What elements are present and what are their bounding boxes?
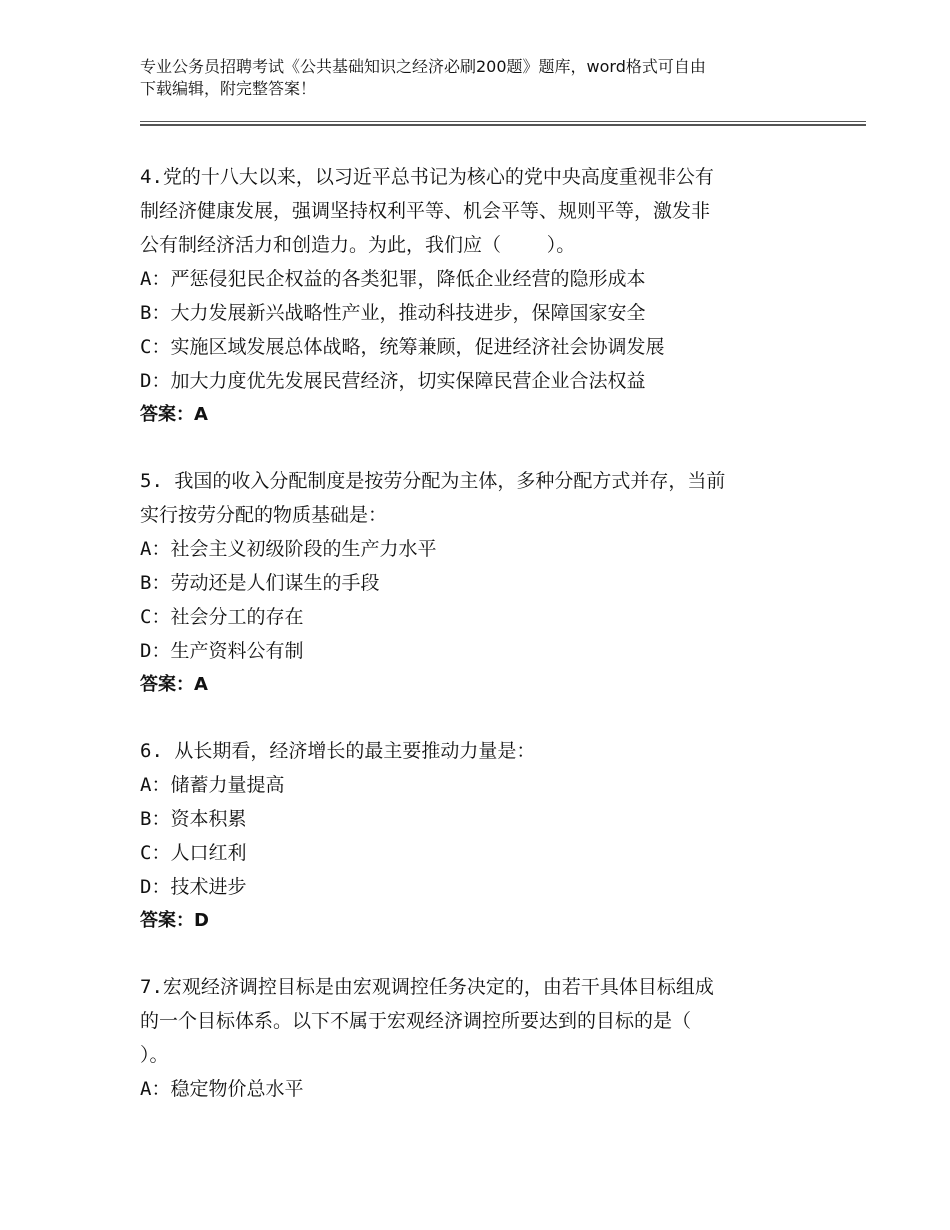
answer-line: 答案：A bbox=[140, 674, 208, 695]
question-5 bbox=[140, 464, 820, 702]
header-line-1: 专业公务员招聘考试《公共基础知识之经济必刷200题》题库，word格式可自由 bbox=[140, 57, 706, 76]
answer-line: 答案：D bbox=[140, 910, 209, 931]
answer-line: 答案：A bbox=[140, 404, 208, 425]
question-stem-line: 制经济健康发展，强调坚持权利平等、机会平等、规则平等，激发非 bbox=[140, 200, 711, 222]
option-c: C：人口红利 bbox=[140, 842, 247, 864]
question-4 bbox=[140, 160, 820, 432]
question-6 bbox=[140, 734, 820, 938]
question-stem-line: 公有制经济活力和创造力。为此，我们应（ ）。 bbox=[140, 234, 576, 256]
question-stem-line: 的一个目标体系。以下不属于宏观经济调控所要达到的目标的是（ bbox=[140, 1010, 692, 1032]
header-line-2: 下载编辑，附完整答案！ bbox=[140, 79, 317, 98]
option-a: A：稳定物价总水平 bbox=[140, 1078, 304, 1100]
option-a: A：社会主义初级阶段的生产力水平 bbox=[140, 538, 437, 560]
option-d: D：加大力度优先发展民营经济，切实保障民营企业合法权益 bbox=[140, 370, 646, 392]
question-stem-line: 实行按劳分配的物质基础是： bbox=[140, 504, 388, 526]
option-a: A：储蓄力量提高 bbox=[140, 774, 285, 796]
option-d: D：生产资料公有制 bbox=[140, 640, 304, 662]
option-c: C：社会分工的存在 bbox=[140, 606, 304, 628]
question-7 bbox=[140, 970, 820, 1106]
question-stem-line: 6. 从长期看，经济增长的最主要推动力量是： bbox=[140, 740, 536, 762]
question-list bbox=[140, 160, 820, 1138]
question-stem-line: 4.党的十八大以来，以习近平总书记为核心的党中央高度重视非公有 bbox=[140, 166, 714, 188]
option-b: B：资本积累 bbox=[140, 808, 247, 830]
question-stem-line: 7.宏观经济调控目标是由宏观调控任务决定的，由若干具体目标组成 bbox=[140, 976, 714, 998]
header-divider bbox=[140, 121, 866, 126]
option-a: A：严惩侵犯民企权益的各类犯罪，降低企业经营的隐形成本 bbox=[140, 268, 646, 290]
option-b: B：大力发展新兴战略性产业，推动科技进步，保障国家安全 bbox=[140, 302, 646, 324]
option-c: C：实施区域发展总体战略，统筹兼顾，促进经济社会协调发展 bbox=[140, 336, 665, 358]
page-header bbox=[140, 56, 830, 100]
question-stem-line: ）。 bbox=[140, 1044, 169, 1066]
option-b: B：劳动还是人们谋生的手段 bbox=[140, 572, 380, 594]
option-d: D：技术进步 bbox=[140, 876, 247, 898]
question-stem-line: 5. 我国的收入分配制度是按劳分配为主体，多种分配方式并存，当前 bbox=[140, 470, 726, 492]
